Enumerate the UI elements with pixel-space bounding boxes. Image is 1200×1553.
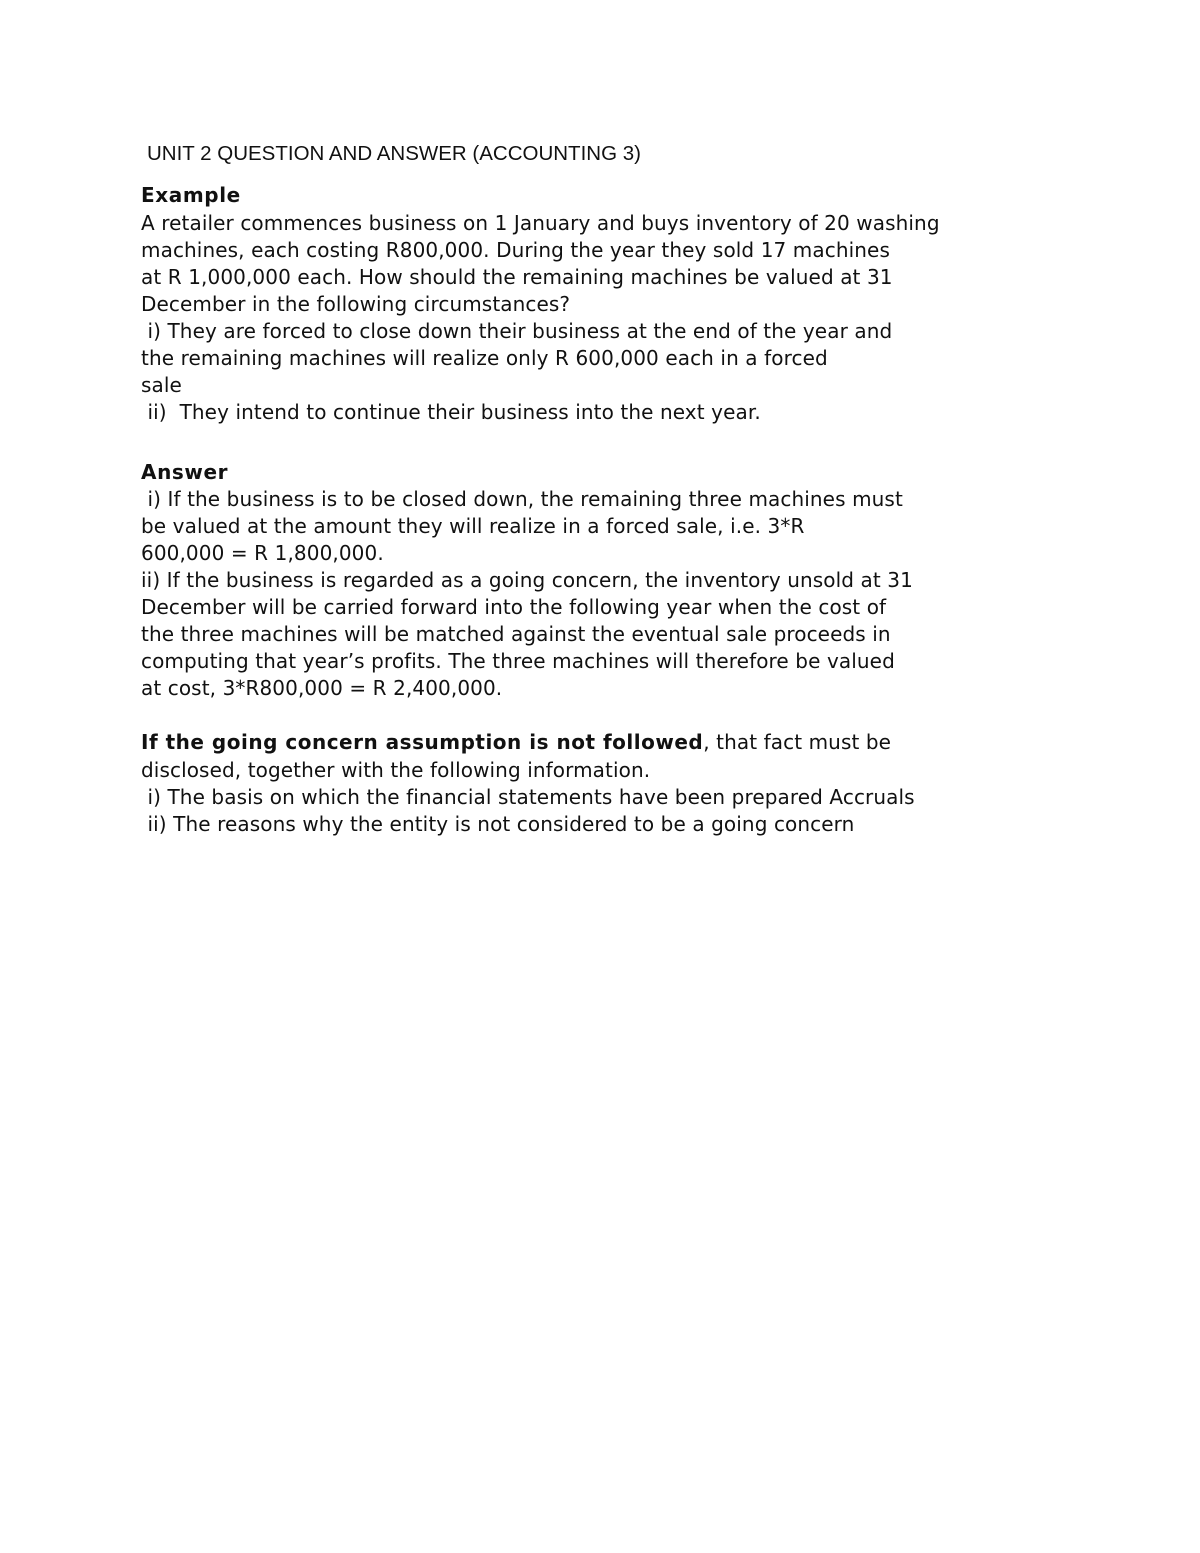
example-line: the remaining machines will realize only R 600,000 each in a forced bbox=[141, 346, 828, 370]
answer-line: i) If the business is to be closed down, the remaining three machines must bbox=[141, 487, 903, 511]
example-line: at R 1,000,000 each. How should the remaining machines be valued at 31 bbox=[141, 265, 893, 289]
example-line: sale bbox=[141, 373, 182, 397]
document-title: UNIT 2 QUESTION AND ANSWER (ACCOUNTING 3) bbox=[147, 142, 641, 165]
answer-line: at cost, 3*R800,000 = R 2,400,000. bbox=[141, 676, 503, 700]
answer-line: ii) If the business is regarded as a going concern, the inventory unsold at 31 bbox=[141, 568, 913, 592]
example-line: machines, each costing R800,000. During the year they sold 17 machines bbox=[141, 238, 890, 262]
example-line: ii) They intend to continue their business into the next year. bbox=[141, 400, 761, 424]
example-line: December in the following circumstances? bbox=[141, 292, 571, 316]
example-heading: Example bbox=[141, 183, 241, 207]
example-line: i) They are forced to close down their business at the end of the year and bbox=[141, 319, 893, 343]
answer-line: December will be carried forward into the following year when the cost of bbox=[141, 595, 887, 619]
going-concern-line: i) The basis on which the financial statements have been prepared Accruals bbox=[141, 785, 915, 809]
going-concern-rest-text: , that fact must be bbox=[703, 730, 892, 754]
going-concern-line: ii) The reasons why the entity is not considered to be a going concern bbox=[141, 812, 855, 836]
answer-line: be valued at the amount they will realize in a forced sale, i.e. 3*R bbox=[141, 514, 805, 538]
going-concern-line: disclosed, together with the following information. bbox=[141, 758, 651, 782]
example-line: A retailer commences business on 1 January and buys inventory of 20 washing bbox=[141, 211, 940, 235]
going-concern-paragraph-start bbox=[141, 729, 891, 756]
going-concern-bold-text: If the going concern assumption is not followed bbox=[141, 730, 704, 754]
answer-line: the three machines will be matched against the eventual sale proceeds in bbox=[141, 622, 891, 646]
answer-line: computing that year’s profits. The three machines will therefore be valued bbox=[141, 649, 895, 673]
answer-line: 600,000 = R 1,800,000. bbox=[141, 541, 384, 565]
answer-heading: Answer bbox=[141, 460, 229, 484]
